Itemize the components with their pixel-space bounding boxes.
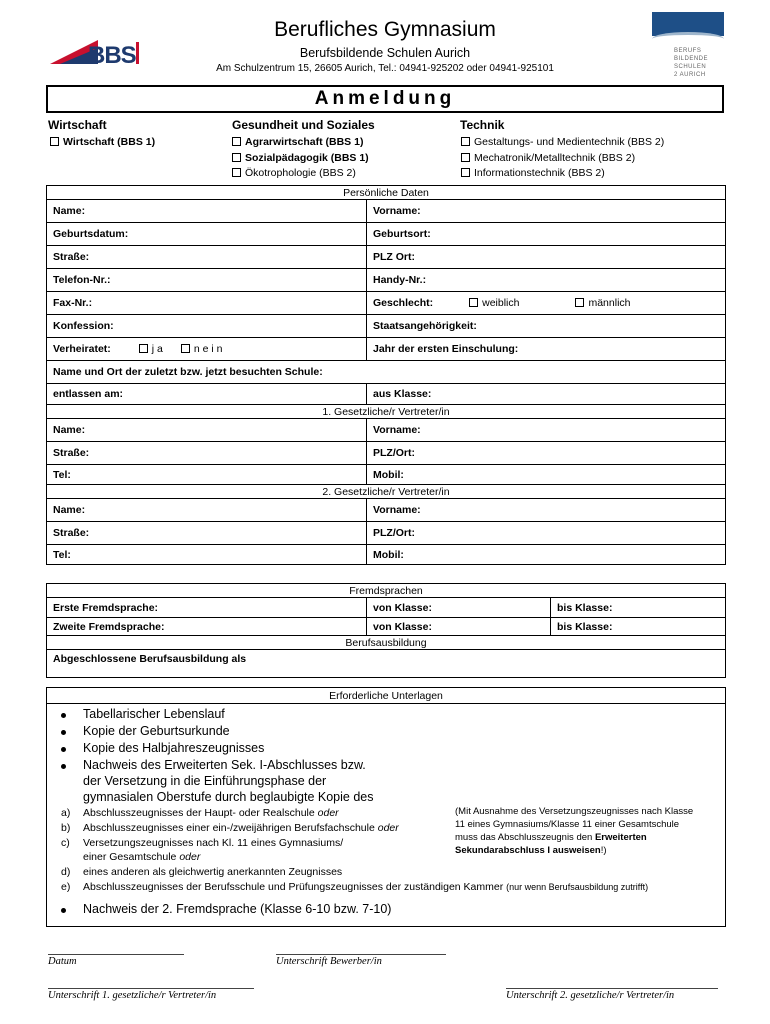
field-verheiratet[interactable]: Verheiratet: j a n e i n xyxy=(47,338,367,361)
field-bis-klasse-1[interactable]: bis Klasse: xyxy=(551,598,726,618)
field-einschulung[interactable]: Jahr der ersten Einschulung: xyxy=(367,338,726,361)
label-bewerber: Unterschrift Bewerber/in xyxy=(276,956,382,967)
field-g2-name[interactable]: Name: xyxy=(47,499,367,522)
personal-data-table xyxy=(46,185,726,565)
option-agrarwirtschaft[interactable]: Agrarwirtschaft (BBS 1) xyxy=(232,136,363,148)
field-erste-fremdsprache[interactable]: Erste Fremdsprache: xyxy=(47,598,367,618)
field-bis-klasse-2[interactable]: bis Klasse: xyxy=(551,618,726,636)
list-item-cont: der Versetzung in die Einführungsphase der xyxy=(83,774,327,788)
field-plz-ort[interactable]: PLZ Ort: xyxy=(367,246,726,269)
required-documents-box xyxy=(46,687,726,927)
section-persoenliche-daten: Persönliche Daten xyxy=(47,186,726,200)
list-item: Kopie der Geburtsurkunde xyxy=(83,724,230,738)
checkbox[interactable] xyxy=(461,137,470,146)
label-datum: Datum xyxy=(48,956,77,967)
field-staatsangehoerigkeit[interactable]: Staatsangehörigkeit: xyxy=(367,315,726,338)
checkbox-weiblich[interactable] xyxy=(469,298,478,307)
alpha-item-e: e) Abschlusszeugnisses der Berufsschule und Prüfungszeugnisses der zuständigen Kammer (nur wenn Berufsausbildung zutrifft) xyxy=(61,881,649,893)
school-address: Am Schulzentrum 15, 26605 Aurich, Tel.: 04941-925202 oder 04941-925101 xyxy=(216,63,554,74)
checkbox-nein[interactable] xyxy=(181,344,190,353)
col-heading-technik: Technik xyxy=(460,118,505,132)
field-g1-vorname[interactable]: Vorname: xyxy=(367,419,726,442)
list-item: Tabellarischer Lebenslauf xyxy=(83,707,225,721)
side-note: (Mit Ausnahme des Versetzungszeugnisses nach Klasse 11 eines Gymnasiums/Klasse 11 einer Gesamtschule muss das Abschlusszeugnis den Erweiterten Sekundarabschluss I ausweisen!) xyxy=(455,806,694,856)
checkbox[interactable] xyxy=(232,168,241,177)
checkbox[interactable] xyxy=(232,153,241,162)
alpha-item-c: c) Versetzungszeugnisses nach Kl. 11 eines Gymnasiums/ xyxy=(61,837,344,849)
section-vertreter-2: 2. Gesetzliche/r Vertreter/in xyxy=(47,485,726,499)
list-item: Nachweis der 2. Fremdsprache (Klasse 6-10 bzw. 7-10) xyxy=(83,902,391,916)
col-heading-gesundheit: Gesundheit und Soziales xyxy=(232,118,375,132)
section-unterlagen: Erforderliche Unterlagen xyxy=(47,688,725,704)
signature-line-datum[interactable] xyxy=(48,954,184,955)
list-item: Kopie des Halbjahreszeugnisses xyxy=(83,741,264,755)
field-g2-vorname[interactable]: Vorname: xyxy=(367,499,726,522)
field-g1-name[interactable]: Name: xyxy=(47,419,367,442)
alpha-item-a: a) Abschlusszeugnisses der Haupt- oder Realschule oder xyxy=(61,807,339,819)
languages-table xyxy=(46,583,726,678)
signature-line-vertreter-1[interactable] xyxy=(48,988,254,989)
field-g1-mobil[interactable]: Mobil: xyxy=(367,465,726,485)
field-geburtsdatum[interactable]: Geburtsdatum: xyxy=(47,223,367,246)
checkbox[interactable] xyxy=(461,168,470,177)
checkbox-maennlich[interactable] xyxy=(575,298,584,307)
field-handy[interactable]: Handy-Nr.: xyxy=(367,269,726,292)
label-vertreter-2: Unterschrift 2. gesetzliche/r Vertreter/in xyxy=(506,990,675,1001)
field-entlassen[interactable]: entlassen am: xyxy=(47,384,367,405)
field-geschlecht[interactable]: Geschlecht: weiblich männlich xyxy=(367,292,726,315)
col-heading-wirtschaft: Wirtschaft xyxy=(48,118,107,132)
field-telefon[interactable]: Telefon-Nr.: xyxy=(47,269,367,292)
field-g2-plz[interactable]: PLZ/Ort: xyxy=(367,522,726,545)
field-name[interactable]: Name: xyxy=(47,200,367,223)
field-g2-strasse[interactable]: Straße: xyxy=(47,522,367,545)
field-zweite-fremdsprache[interactable]: Zweite Fremdsprache: xyxy=(47,618,367,636)
section-vertreter-1: 1. Gesetzliche/r Vertreter/in xyxy=(47,405,726,419)
field-schule[interactable]: Name und Ort der zuletzt bzw. jetzt besuchten Schule: xyxy=(47,361,726,384)
checkbox[interactable] xyxy=(232,137,241,146)
option-wirtschaft[interactable]: Wirtschaft (BBS 1) xyxy=(50,136,155,148)
field-fax[interactable]: Fax-Nr.: xyxy=(47,292,367,315)
signature-line-bewerber[interactable] xyxy=(276,954,446,955)
bbs2-logo: BERUFS BILDENDE SCHULEN 2 AURICH xyxy=(652,12,724,84)
option-gestaltungstechnik[interactable]: Gestaltungs- und Medientechnik (BBS 2) xyxy=(461,136,664,148)
field-geburtsort[interactable]: Geburtsort: xyxy=(367,223,726,246)
field-strasse[interactable]: Straße: xyxy=(47,246,367,269)
field-g2-tel[interactable]: Tel: xyxy=(47,545,367,565)
signature-line-vertreter-2[interactable] xyxy=(506,988,718,989)
field-g1-tel[interactable]: Tel: xyxy=(47,465,367,485)
field-von-klasse-1[interactable]: von Klasse: xyxy=(367,598,551,618)
page-title: Berufliches Gymnasium xyxy=(274,18,496,41)
field-g2-mobil[interactable]: Mobil: xyxy=(367,545,726,565)
field-von-klasse-2[interactable]: von Klasse: xyxy=(367,618,551,636)
checkbox[interactable] xyxy=(461,153,470,162)
alpha-item-b: b) Abschlusszeugnisses einer ein-/zweijährigen Berufsfachschule oder xyxy=(61,822,399,834)
form-title: Anmeldung xyxy=(46,85,724,113)
field-konfession[interactable]: Konfession: xyxy=(47,315,367,338)
option-informationstechnik[interactable]: Informationstechnik (BBS 2) xyxy=(461,167,605,179)
section-berufsausbildung: Berufsausbildung xyxy=(47,636,726,650)
list-item-cont: gymnasialen Oberstufe durch beglaubigte Kopie des xyxy=(83,790,374,804)
alpha-item-c2: einer Gesamtschule oder xyxy=(83,851,201,863)
option-mechatronik[interactable]: Mechatronik/Metalltechnik (BBS 2) xyxy=(461,152,635,164)
svg-text:BBS: BBS xyxy=(88,42,136,68)
option-sozialpaedagogik[interactable]: Sozialpädagogik (BBS 1) xyxy=(232,152,369,164)
field-aus-klasse[interactable]: aus Klasse: xyxy=(367,384,726,405)
field-g1-plz[interactable]: PLZ/Ort: xyxy=(367,442,726,465)
option-oekotrophologie[interactable]: Ökotrophologie (BBS 2) xyxy=(232,167,356,179)
list-item: Nachweis des Erweiterten Sek. I-Abschlusses bzw. xyxy=(83,758,366,772)
checkbox-ja[interactable] xyxy=(139,344,148,353)
field-berufsausbildung[interactable]: Abgeschlossene Berufsausbildung als xyxy=(47,650,726,678)
section-fremdsprachen: Fremdsprachen xyxy=(47,584,726,598)
school-name: Berufsbildende Schulen Aurich xyxy=(299,46,471,60)
checkbox[interactable] xyxy=(50,137,59,146)
field-vorname[interactable]: Vorname: xyxy=(367,200,726,223)
field-g1-strasse[interactable]: Straße: xyxy=(47,442,367,465)
label-vertreter-1: Unterschrift 1. gesetzliche/r Vertreter/in xyxy=(48,990,217,1001)
alpha-item-d: d) eines anderen als gleichwertig anerkannten Zeugnisses xyxy=(61,866,343,878)
